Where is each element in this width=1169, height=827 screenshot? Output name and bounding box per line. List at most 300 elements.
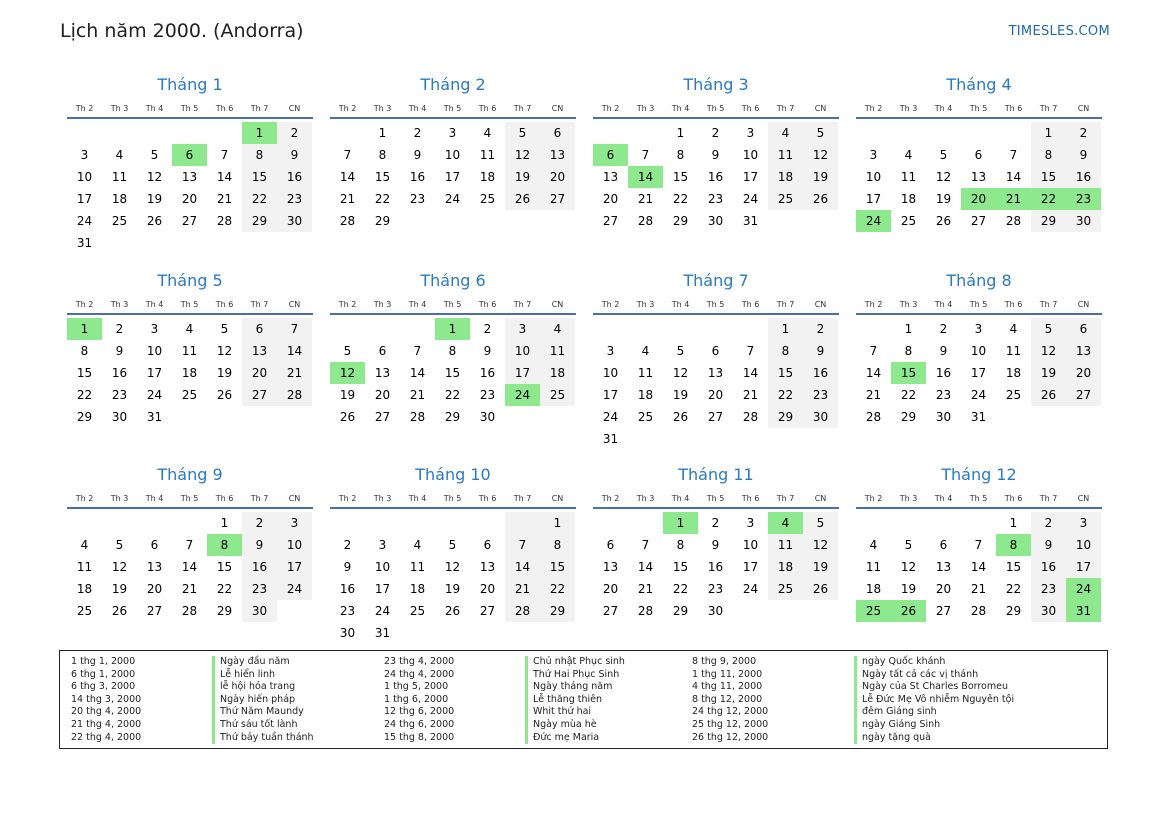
empty-day-cell [926,122,961,144]
weekday-header: CN [288,104,301,113]
day-cell: 18 [540,362,575,384]
day-cell: 22 [216,582,233,596]
day-grid [67,512,313,622]
weekday-header: Th 6 [1004,300,1023,309]
day-cell: 22 [76,388,93,402]
day-grid [330,318,576,428]
day-cell: 31 [146,410,163,424]
legend-date: 23 thg 4, 2000 [384,656,455,667]
legend-date: 26 thg 12, 2000 [692,731,769,743]
day-cell: 20 [242,362,277,384]
day-cell: 3 [606,344,615,358]
empty-day-cell [698,428,733,450]
day-cell: 12 [672,366,689,380]
day-cell: 8 [676,538,685,552]
day-cell: 11 [479,148,496,162]
weekday-header-row [593,103,839,119]
empty-day-cell [663,318,698,340]
day-cell: 27 [181,214,198,228]
empty-day-cell [891,122,926,144]
day-cell: 14 [505,556,540,578]
day-cell: 29 [242,210,277,232]
day-cell: 14 [742,366,759,380]
legend-holiday-name: Ngày hiến pháp [212,694,314,707]
day-cell: 9 [1031,534,1066,556]
weekday-header: Th 6 [741,104,760,113]
day-cell: 28 [970,604,987,618]
day-cell: 19 [216,366,233,380]
weekday-header: CN [288,494,301,503]
empty-day-cell [698,318,733,340]
empty-day-cell [102,122,137,144]
legend-date: 21 thg 4, 2000 [71,718,142,730]
day-cell: 4 [869,538,878,552]
day-cell: 1 [378,126,387,140]
empty-day-cell [505,210,540,232]
day-cell: 27 [707,410,724,424]
day-cell: 16 [803,362,838,384]
day-cell: 21 [970,582,987,596]
day-cell: 6 [974,148,983,162]
weekday-header: Th 2 [75,494,94,503]
holiday-day-cell: 1 [663,512,698,534]
weekday-header: Th 4 [671,300,690,309]
weekday-header: Th 5 [706,494,725,503]
empty-day-cell [593,122,628,144]
holiday-day-cell: 12 [330,362,365,384]
day-cell: 28 [1005,214,1022,228]
legend-date: 14 thg 3, 2000 [71,693,142,705]
day-cell: 30 [277,210,312,232]
weekday-header: CN [814,494,827,503]
holiday-day-cell: 24 [856,210,891,232]
day-cell: 27 [540,188,575,210]
day-cell: 19 [935,192,952,206]
month-block [856,74,1102,270]
day-cell: 24 [374,604,391,618]
day-cell: 8 [1031,144,1066,166]
empty-day-cell [365,512,400,534]
day-cell: 28 [742,410,759,424]
day-cell: 29 [444,410,461,424]
day-cell: 30 [1066,210,1101,232]
month-block [330,270,576,464]
weekday-header: Th 7 [513,300,532,309]
day-cell: 11 [900,170,917,184]
day-cell: 18 [1005,366,1022,380]
day-cell: 8 [242,144,277,166]
weekday-header: Th 3 [373,494,392,503]
day-cell: 10 [76,170,93,184]
day-cell: 6 [242,318,277,340]
empty-day-cell [803,428,838,450]
day-cell: 11 [1005,344,1022,358]
weekday-header: Th 6 [1004,494,1023,503]
day-cell: 3 [80,148,89,162]
day-cell: 19 [444,582,461,596]
day-cell: 20 [374,388,391,402]
day-cell: 13 [146,560,163,574]
day-cell: 13 [935,560,952,574]
day-cell: 30 [242,600,277,622]
legend-date-column [692,656,768,744]
weekday-header: Th 2 [75,300,94,309]
weekday-header: Th 6 [741,494,760,503]
day-cell: 25 [479,192,496,206]
day-cell: 22 [374,192,391,206]
day-cell: 6 [483,538,492,552]
day-cell: 1 [676,126,685,140]
empty-day-cell [996,122,1031,144]
day-cell: 27 [935,604,952,618]
day-cell: 5 [676,344,685,358]
empty-day-cell [172,232,207,254]
day-cell: 10 [865,170,882,184]
day-cell: 5 [448,538,457,552]
month-title: Tháng 7 [683,271,749,290]
holiday-day-cell: 15 [891,362,926,384]
weekday-header-row [856,493,1102,509]
empty-day-cell [628,318,663,340]
day-cell: 23 [111,388,128,402]
day-cell: 4 [1009,322,1018,336]
empty-day-cell [277,232,312,254]
month-block [856,270,1102,464]
day-cell: 27 [479,604,496,618]
weekday-header: Th 6 [1004,104,1023,113]
day-cell: 25 [111,214,128,228]
day-cell: 16 [707,560,724,574]
day-cell: 16 [242,556,277,578]
weekday-header-row [330,103,576,119]
empty-day-cell [242,232,277,254]
weekday-header: Th 7 [1039,300,1058,309]
day-cell: 17 [970,366,987,380]
day-cell: 18 [76,582,93,596]
day-cell: 14 [637,560,654,574]
weekday-header: Th 7 [1039,494,1058,503]
day-cell: 29 [1031,210,1066,232]
day-cell: 27 [602,214,619,228]
weekday-header: Th 7 [250,300,269,309]
day-cell: 8 [540,534,575,556]
weekday-header: CN [551,494,564,503]
day-cell: 7 [974,538,983,552]
day-cell: 28 [339,214,356,228]
day-cell: 12 [146,170,163,184]
legend-holiday-name: Thứ Năm Maundy [212,706,314,719]
weekday-header: Th 5 [969,494,988,503]
day-cell: 6 [939,538,948,552]
day-cell: 22 [1005,582,1022,596]
day-cell: 29 [900,410,917,424]
day-cell: 18 [900,192,917,206]
day-cell: 9 [343,560,352,574]
weekday-header: CN [551,104,564,113]
day-cell: 16 [111,366,128,380]
empty-day-cell [102,232,137,254]
empty-day-cell [277,600,312,622]
weekday-header: CN [288,300,301,309]
day-grid [330,512,576,644]
day-cell: 15 [1005,560,1022,574]
holiday-day-cell: 6 [593,144,628,166]
empty-day-cell [961,512,996,534]
day-cell: 10 [374,560,391,574]
day-cell: 13 [970,170,987,184]
day-cell: 27 [146,604,163,618]
weekday-header: Th 7 [250,494,269,503]
weekday-header: Th 2 [601,300,620,309]
day-cell: 23 [409,192,426,206]
day-cell: 9 [803,340,838,362]
day-cell: 3 [505,318,540,340]
weekday-header-row [67,299,313,315]
day-cell: 19 [339,388,356,402]
day-cell: 19 [1031,362,1066,384]
day-cell: 23 [1031,578,1066,600]
weekday-header: Th 5 [180,104,199,113]
day-cell: 9 [115,344,124,358]
day-cell: 3 [150,322,159,336]
legend-holiday-name: Lễ Đức Mẹ Vô nhiễm Nguyên tội [854,694,1014,707]
holiday-day-cell: 20 [961,188,996,210]
weekday-header-row [330,493,576,509]
weekday-header: Th 7 [776,300,795,309]
day-cell: 4 [80,538,89,552]
month-title: Tháng 2 [420,75,486,94]
day-cell: 28 [637,604,654,618]
empty-day-cell [400,318,435,340]
day-cell: 12 [111,560,128,574]
weekday-header: Th 5 [443,300,462,309]
empty-day-cell [435,512,470,534]
day-cell: 13 [1066,340,1101,362]
day-cell: 2 [1066,122,1101,144]
legend-holiday-name: Ngày tất cả các vị thánh [854,669,1014,682]
empty-day-cell [67,512,102,534]
weekday-header: Th 3 [373,104,392,113]
day-cell: 6 [150,538,159,552]
day-cell: 16 [707,170,724,184]
day-cell: 8 [768,340,803,362]
day-cell: 23 [339,604,356,618]
weekday-header: Th 5 [443,104,462,113]
day-cell: 25 [637,410,654,424]
holiday-day-cell: 24 [1066,578,1101,600]
day-cell: 23 [707,192,724,206]
legend-date-column [71,656,141,744]
weekday-header: Th 2 [338,300,357,309]
day-cell: 29 [76,410,93,424]
day-cell: 26 [1031,384,1066,406]
day-cell: 7 [277,318,312,340]
day-cell: 5 [939,148,948,162]
day-cell: 29 [374,214,391,228]
day-cell: 5 [904,538,913,552]
day-cell: 13 [242,340,277,362]
month-block [330,464,576,654]
day-cell: 14 [1005,170,1022,184]
day-cell: 12 [1031,340,1066,362]
day-cell: 21 [181,582,198,596]
legend-holiday-name: Ngày tháng năm [525,681,625,694]
day-cell: 12 [803,144,838,166]
empty-day-cell [733,318,768,340]
day-cell: 1 [768,318,803,340]
day-cell: 12 [803,534,838,556]
day-cell: 26 [111,604,128,618]
day-cell: 28 [277,384,312,406]
empty-day-cell [733,600,768,622]
day-cell: 5 [505,122,540,144]
day-cell: 24 [970,388,987,402]
legend-holiday-name: lễ hội hóa trang [212,681,314,694]
day-cell: 22 [672,192,689,206]
empty-day-cell [926,512,961,534]
day-cell: 24 [444,192,461,206]
day-cell: 26 [505,188,540,210]
day-cell: 11 [637,366,654,380]
day-cell: 2 [711,126,720,140]
weekday-header: Th 7 [250,104,269,113]
day-cell: 4 [115,148,124,162]
day-cell: 24 [742,582,759,596]
empty-day-cell [961,122,996,144]
day-cell: 24 [277,578,312,600]
day-cell: 14 [277,340,312,362]
day-cell: 3 [974,322,983,336]
day-cell: 15 [768,362,803,384]
weekday-header: Th 5 [706,104,725,113]
empty-day-cell [400,512,435,534]
day-cell: 22 [242,188,277,210]
day-cell: 25 [540,384,575,406]
legend-date: 20 thg 4, 2000 [71,706,142,718]
holiday-day-cell: 4 [768,512,803,534]
brand-link[interactable]: TIMESLES.COM [1008,24,1110,39]
day-cell: 12 [216,344,233,358]
day-cell: 4 [483,126,492,140]
empty-day-cell [137,512,172,534]
day-cell: 11 [865,560,882,574]
holiday-day-cell: 14 [628,166,663,188]
weekday-header: Th 4 [934,104,953,113]
empty-day-cell [172,512,207,534]
weekday-header: Th 2 [864,300,883,309]
legend-date: 6 thg 1, 2000 [71,668,136,680]
day-cell: 6 [711,344,720,358]
day-cell: 13 [374,366,391,380]
holiday-day-cell: 26 [891,600,926,622]
empty-day-cell [803,600,838,622]
weekday-header-row [856,299,1102,315]
day-cell: 9 [413,148,422,162]
day-cell: 23 [277,188,312,210]
day-cell: 25 [768,578,803,600]
weekday-header: Th 3 [110,300,129,309]
weekday-header: Th 4 [408,300,427,309]
day-cell: 18 [479,170,496,184]
day-cell: 19 [111,582,128,596]
day-cell: 17 [602,388,619,402]
day-cell: 12 [935,170,952,184]
empty-day-cell [400,210,435,232]
day-cell: 18 [768,166,803,188]
empty-day-cell [435,622,470,644]
weekday-header-row [67,103,313,119]
weekday-header: Th 7 [776,494,795,503]
day-cell: 4 [413,538,422,552]
legend-holiday-name: Đức mẹ Maria [525,732,625,745]
weekday-header: CN [1077,104,1090,113]
day-cell: 17 [76,192,93,206]
empty-day-cell [891,512,926,534]
day-cell: 8 [378,148,387,162]
day-cell: 9 [711,148,720,162]
day-cell: 20 [935,582,952,596]
day-cell: 9 [711,538,720,552]
empty-day-cell [172,406,207,428]
day-cell: 26 [146,214,163,228]
weekday-header: CN [814,104,827,113]
month-title: Tháng 8 [946,271,1012,290]
empty-day-cell [593,512,628,534]
weekday-header-row [856,103,1102,119]
day-cell: 28 [865,410,882,424]
empty-day-cell [768,210,803,232]
legend-date: 6 thg 3, 2000 [71,681,136,693]
day-cell: 2 [711,516,720,530]
weekday-header: Th 4 [145,104,164,113]
legend-date: 8 thg 12, 2000 [692,693,763,705]
weekday-header: Th 4 [145,494,164,503]
weekday-header: Th 5 [180,494,199,503]
day-cell: 7 [1009,148,1018,162]
day-cell: 22 [900,388,917,402]
day-cell: 13 [181,170,198,184]
weekday-header: Th 5 [443,494,462,503]
legend-holiday-name: Thứ bảy tuần thánh [212,732,314,745]
day-cell: 10 [742,538,759,552]
weekday-header: CN [551,300,564,309]
day-cell: 24 [76,214,93,228]
holiday-day-cell: 21 [996,188,1031,210]
day-cell: 20 [540,166,575,188]
empty-day-cell [470,622,505,644]
day-cell: 28 [505,600,540,622]
weekday-header: Th 2 [75,104,94,113]
day-cell: 21 [216,192,233,206]
weekday-header: Th 7 [776,104,795,113]
day-cell: 29 [768,406,803,428]
day-cell: 27 [1066,384,1101,406]
day-cell: 30 [935,410,952,424]
holiday-legend [59,650,1108,749]
day-cell: 30 [803,406,838,428]
legend-date: 1 thg 11, 2000 [692,668,763,680]
day-cell: 30 [707,604,724,618]
day-cell: 12 [505,144,540,166]
day-cell: 10 [505,340,540,362]
day-cell: 12 [900,560,917,574]
day-cell: 11 [409,560,426,574]
day-cell: 20 [707,388,724,402]
weekday-header: Th 5 [969,300,988,309]
day-cell: 21 [339,192,356,206]
day-cell: 2 [413,126,422,140]
day-cell: 19 [146,192,163,206]
